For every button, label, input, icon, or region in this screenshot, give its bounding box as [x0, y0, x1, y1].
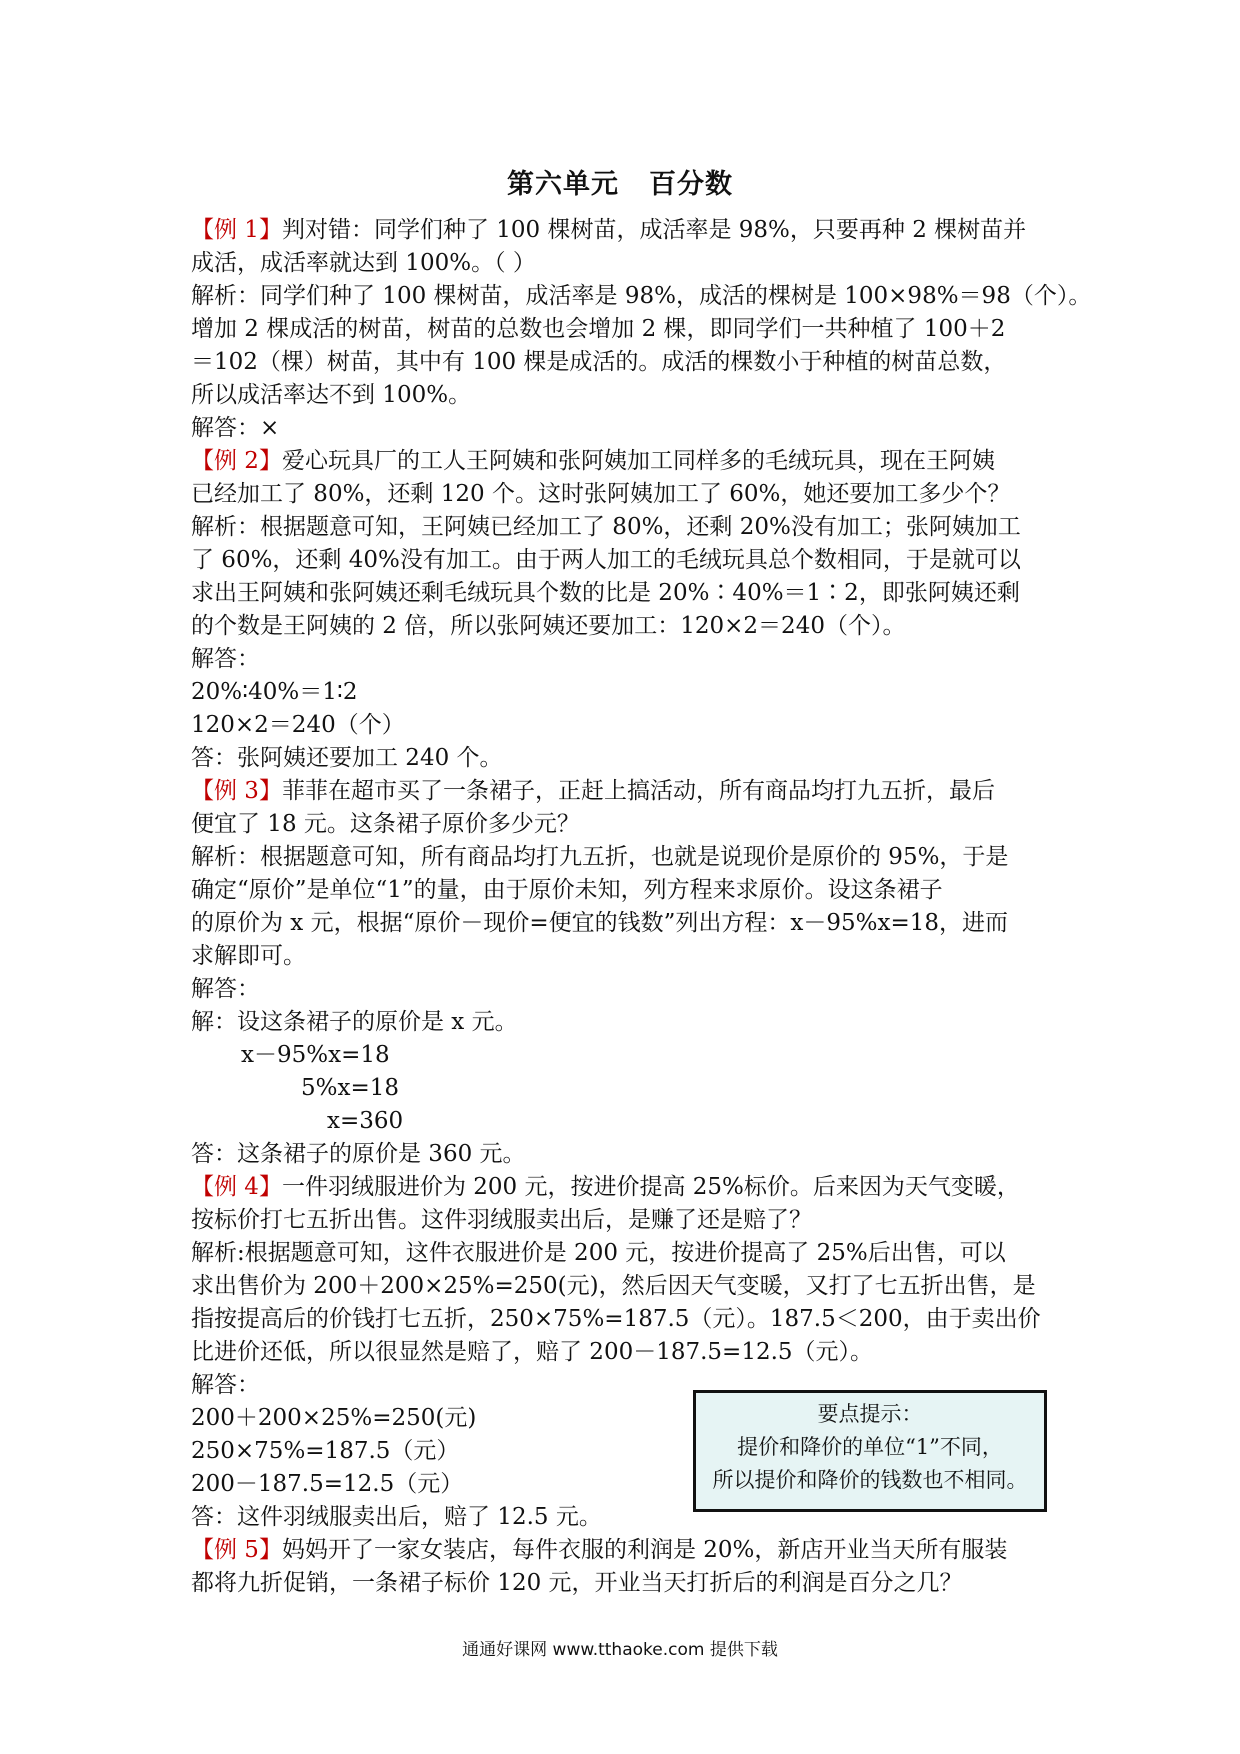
- text-line: [191, 676, 1061, 709]
- text-line: [191, 1567, 1061, 1600]
- line-text: 便宜了 18 元。这条裙子原价多少元？: [191, 811, 580, 837]
- line-text: 的个数是王阿姨的 2 倍，所以张阿姨还要加工：120×2＝240（个）。: [191, 613, 906, 639]
- page-footer: 通通好课网 www.tthaoke.com 提供下载: [462, 1640, 778, 1660]
- line-text: 解答：: [191, 976, 260, 1002]
- line-text: 250×75%=187.5（元）: [191, 1438, 460, 1464]
- line-text: 120×2＝240（个）: [191, 712, 405, 738]
- text-line: [191, 1138, 1061, 1171]
- line-text: 指按提高后的价钱打七五折，250×75%=187.5（元）。187.5＜200，由于卖出价: [191, 1306, 1041, 1332]
- line-text: 解析：根据题意可知，王阿姨已经加工了 80%，还剩 20%没有加工；张阿姨加工: [191, 514, 1021, 540]
- line-text: 已经加工了 80%，还剩 120 个。这时张阿姨加工了 60%，她还要加工多少个？: [191, 481, 1011, 507]
- line-text: 解析：根据题意可知，所有商品均打九五折，也就是说现价是原价的 95%，于是: [191, 844, 1009, 870]
- example-heading-line: [191, 1171, 1061, 1204]
- line-text: 成活，成活率就达到 100%。（ ）: [191, 250, 536, 276]
- line-text: 比进价还低，所以很显然是赔了，赔了 200－187.5=12.5（元）。: [191, 1339, 874, 1365]
- example-heading-line: [191, 1534, 1061, 1567]
- line-text: 妈妈开了一家女装店，每件衣服的利润是 20%，新店开业当天所有服装: [281, 1537, 1008, 1563]
- line-text: 答：这件羽绒服卖出后，赔了 12.5 元。: [191, 1504, 602, 1530]
- text-line: [191, 643, 1061, 676]
- text-line: [191, 1105, 1061, 1138]
- text-line: [191, 511, 1061, 544]
- line-text: 判对错：同学们种了 100 棵树苗，成活率是 98%，只要再种 2 棵树苗并: [281, 217, 1027, 243]
- text-line: [191, 1072, 1061, 1105]
- line-text: 菲菲在超市买了一条裙子，正赶上搞活动，所有商品均打九五折，最后: [281, 778, 995, 804]
- line-text: 增加 2 棵成活的树苗，树苗的总数也会增加 2 棵，即同学们一共种植了 100＋2: [191, 316, 1006, 342]
- line-text: 确定“原价”是单位“1”的量，由于原价未知，列方程来求原价。设这条裙子: [191, 877, 943, 903]
- line-text: 200－187.5=12.5（元）: [191, 1471, 464, 1497]
- text-line: [191, 346, 1061, 379]
- text-line: [191, 280, 1092, 313]
- line-text: 20%∶40%＝1∶2: [191, 679, 358, 705]
- text-line: [191, 412, 1061, 445]
- line-text: 解答：×: [191, 415, 280, 441]
- key-points-line: 提价和降价的单位“1”不同，: [737, 1435, 1003, 1459]
- text-line: [191, 1039, 1061, 1072]
- example-tag: 【例 2】: [191, 448, 282, 474]
- line-text: 5%x=18: [301, 1075, 399, 1101]
- line-text: 解析：同学们种了 100 棵树苗，成活率是 98%，成活的棵树是 100×98%＝98（个）。: [191, 283, 1092, 309]
- text-line: [191, 973, 1061, 1006]
- line-text: 200＋200×25%=250(元): [191, 1405, 477, 1431]
- key-points-heading: 要点提示：: [817, 1402, 923, 1426]
- text-line: [191, 313, 1061, 346]
- text-line: [191, 841, 1061, 874]
- line-text: 答：这条裙子的原价是 360 元。: [191, 1141, 526, 1167]
- line-text: 的原价为 x 元，根据“原价－现价=便宜的钱数”列出方程：x－95%x=18，进而: [191, 910, 1008, 936]
- line-text: 解答：: [191, 646, 260, 672]
- key-points-line: 所以提价和降价的钱数也不相同。: [712, 1468, 1028, 1492]
- line-text: 按标价打七五折出售。这件羽绒服卖出后，是赚了还是赔了？: [191, 1207, 812, 1233]
- example-tag: 【例 4】: [191, 1174, 282, 1200]
- text-line: [191, 808, 1061, 841]
- text-line: [191, 1336, 1061, 1369]
- text-line: [191, 379, 1061, 412]
- text-line: [191, 1006, 1061, 1039]
- text-line: [191, 577, 1061, 610]
- text-line: [191, 874, 1061, 907]
- example-tag: 【例 5】: [191, 1537, 282, 1563]
- text-line: [191, 544, 1061, 577]
- key-points-box: [693, 1390, 1047, 1512]
- text-line: [191, 247, 1061, 280]
- text-line: [191, 742, 1061, 775]
- line-text: 一件羽绒服进价为 200 元，按进价提高 25%标价。后来因为天气变暖，: [281, 1174, 1020, 1200]
- page-title: [0, 162, 1240, 201]
- example-heading-line: [191, 214, 1061, 247]
- text-line: [191, 940, 1061, 973]
- example-heading-line: [191, 775, 1061, 808]
- text-line: [191, 610, 1061, 643]
- text-line: [191, 709, 1061, 742]
- title-part-1: 第六单元: [507, 169, 619, 200]
- text-line: [191, 907, 1061, 940]
- line-text: 解析:根据题意可知，这件衣服进价是 200 元，按进价提高了 25%后出售，可以: [191, 1240, 1006, 1266]
- text-line: [191, 1204, 1061, 1237]
- line-text: 了 60%，还剩 40%没有加工。由于两人加工的毛绒玩具总个数相同，于是就可以: [191, 547, 1021, 573]
- line-text: x－95%x=18: [241, 1042, 390, 1068]
- example-tag: 【例 1】: [191, 217, 282, 243]
- line-text: 解答：: [191, 1372, 260, 1398]
- line-text: 求出售价为 200＋200×25%=250(元)，然后因天气变暖，又打了七五折出售，是: [191, 1273, 1036, 1299]
- title-part-2: 百分数: [649, 169, 733, 200]
- line-text: 解：设这条裙子的原价是 x 元。: [191, 1009, 518, 1035]
- text-line: [191, 478, 1061, 511]
- text-line: [191, 1237, 1061, 1270]
- example-tag: 【例 3】: [191, 778, 282, 804]
- line-text: 爱心玩具厂的工人王阿姨和张阿姨加工同样多的毛绒玩具，现在王阿姨: [281, 448, 995, 474]
- line-text: 求解即可。: [191, 943, 306, 969]
- line-text: 所以成活率达不到 100%。: [191, 382, 472, 408]
- line-text: ＝102（棵）树苗，其中有 100 棵是成活的。成活的棵数小于种植的树苗总数，: [191, 349, 1007, 375]
- line-text: 求出王阿姨和张阿姨还剩毛绒玩具个数的比是 20%∶40%＝1∶2，即张阿姨还剩: [191, 580, 1020, 606]
- line-text: 都将九折促销，一条裙子标价 120 元，开业当天打折后的利润是百分之几？: [191, 1570, 963, 1596]
- text-line: [191, 1270, 1061, 1303]
- line-text: x=360: [327, 1108, 404, 1134]
- line-text: 答：张阿姨还要加工 240 个。: [191, 745, 503, 771]
- example-heading-line: [191, 445, 1061, 478]
- text-line: [191, 1303, 1061, 1336]
